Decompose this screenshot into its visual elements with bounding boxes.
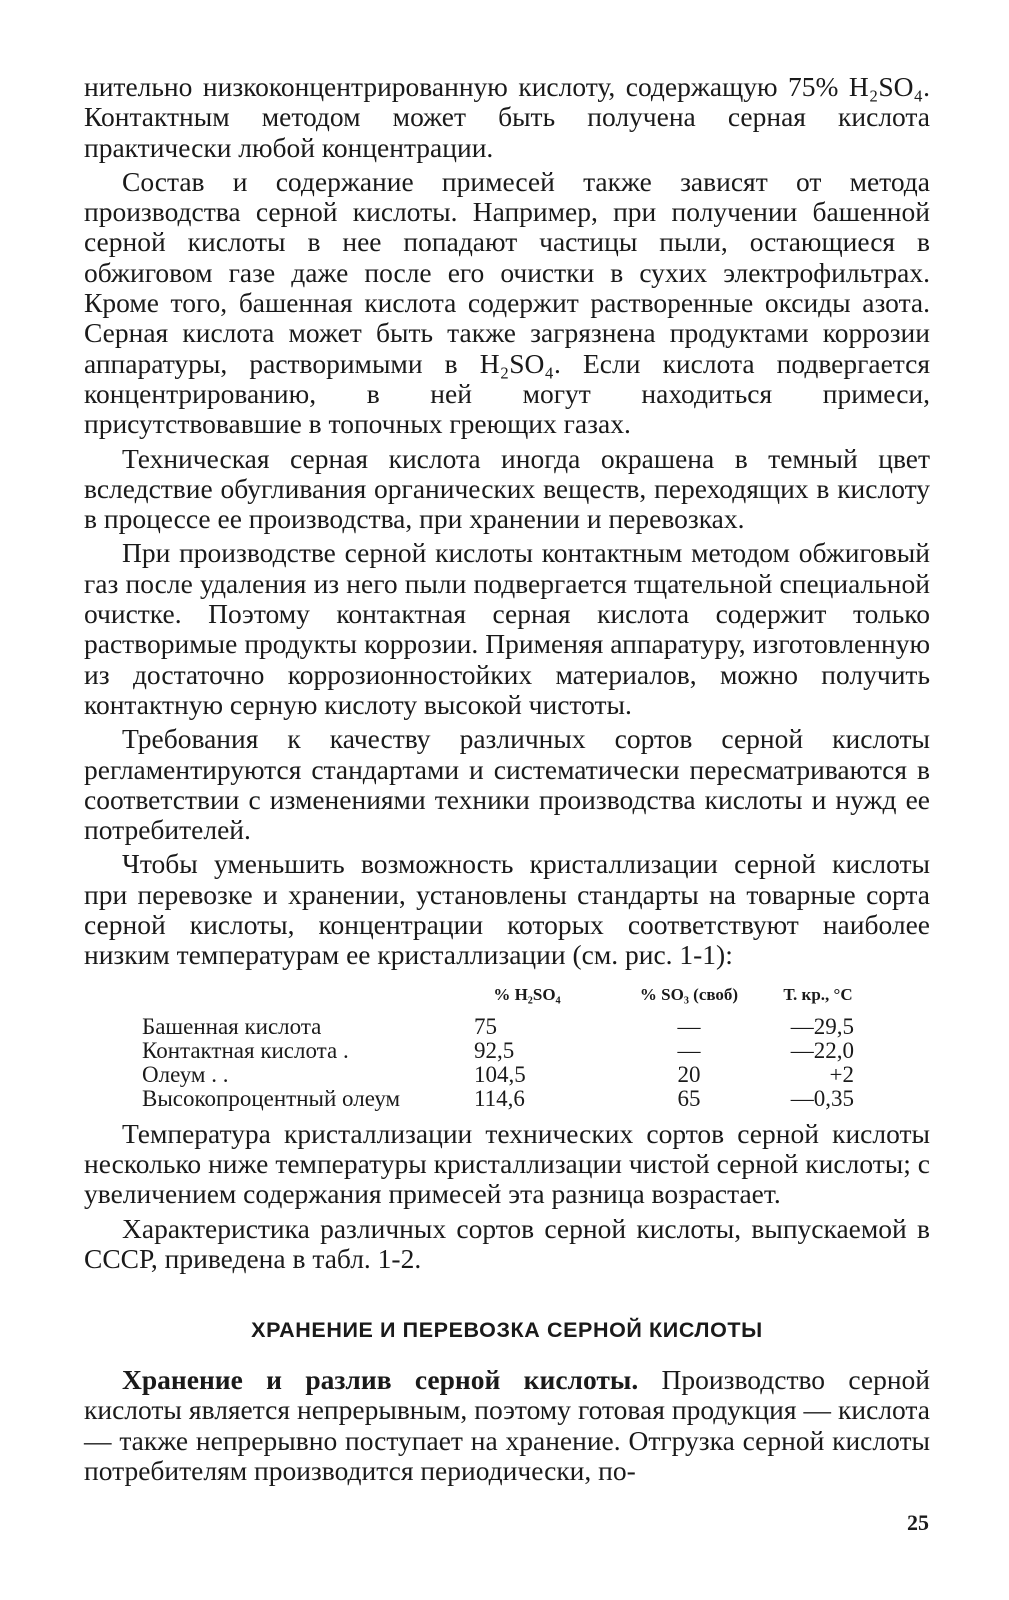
row-name: Олеум . . — [142, 1061, 229, 1087]
table-header-so3: % SO₃ (своб) — [639, 984, 739, 1004]
row-temp: —0,35 — [790, 1085, 854, 1111]
row-so3: 65 — [677, 1085, 701, 1111]
row-h2so4: 114,6 — [474, 1085, 525, 1111]
paragraph-standards: Требования к качеству различных сортов серной кислоты регламентируются стандартами и систематически пересматриваются в соответствии с изменениями техники производства кислоты и нужд ее потребителей. — [84, 723, 930, 846]
table-row — [142, 1039, 862, 1063]
paragraph-continuation: нительно низкоконцентрированную кислоту, содержащую 75% H₂SO₄. Контактным методом может быть получена серная кислота практически любой концентрации. — [84, 71, 930, 163]
row-temp: —29,5 — [790, 1013, 854, 1039]
row-temp: +2 — [829, 1061, 854, 1087]
table-row — [142, 1015, 862, 1039]
row-name: Высокопроцентный олеум — [142, 1085, 401, 1111]
paragraph-characteristics: Характеристика различных сортов серной кислоты, выпускаемой в СССР, приведена в табл. 1-2. — [84, 1212, 930, 1274]
paragraph-impurities: Состав и содержание примесей также зависят от метода производства серной кислоты. Например, при получении башенной серной кислоты в нее попадают частицы пыли, остающиеся в обжиговом газе даже после его очистки в сухих электрофильтрах. Кроме того, башенная кислота содержит растворенные оксиды азота. Серная кислота может быть также загрязнена продуктами коррозии аппаратуры, растворимыми в H₂SO₄. Если кислота подвергается концентрированию, в ней могут находиться примеси, присутствовавшие в топочных греющих газах. — [84, 165, 930, 440]
runin-heading: Хранение и разлив серной кислоты. — [122, 1364, 639, 1396]
paragraph-contact-method: При производстве серной кислоты контактным методом обжиговый газ после удаления из него пыли подвергается тщательной специальной очистке. Поэтому контактная серная кислота содержит только растворимые продукты коррозии. Применяя аппаратуру, изготовленную из достаточно коррозионностойких материалов, можно получить контактную серную кислоту высокой чистоты. — [84, 537, 930, 720]
row-so3: — — [677, 1037, 701, 1063]
paragraph-crystallization: Чтобы уменьшить возможность кристаллизации серной кислоты при перевозке и хранении, установлены стандарты на товарные сорта серной кислоты, концентрации которых соответствуют наиболее низким температурам ее кристаллизации (см. рис. 1-1): — [84, 848, 930, 971]
table-header-empty — [142, 983, 450, 1015]
table-header-temp: Т. кр., °С — [783, 984, 853, 1004]
row-h2so4: 92,5 — [474, 1037, 515, 1063]
table-header-h2so4: % H₂SO₄ — [493, 984, 561, 1004]
page-text — [84, 72, 930, 1486]
row-so3: — — [677, 1013, 701, 1039]
paragraph-storage — [84, 1365, 930, 1486]
row-name: Башенная кислота — [142, 1013, 322, 1039]
row-h2so4: 75 — [474, 1013, 497, 1039]
row-name: Контактная кислота . — [142, 1037, 349, 1063]
paragraph-crystallization-temperature: Температура кристаллизации технических сортов серной кислоты несколько ниже температуры кристаллизации чистой серной кислоты; с увеличением содержания примесей эта разница возрастает. — [84, 1117, 930, 1210]
row-temp: —22,0 — [790, 1037, 854, 1063]
row-h2so4: 104,5 — [474, 1061, 526, 1087]
page-number: 25 — [907, 1510, 929, 1535]
paragraph-color: Техническая серная кислота иногда окрашена в темный цвет вследствие обугливания органических веществ, переходящих в кислоту в процессе ее производства, при хранении и перевозках. — [84, 442, 930, 535]
table-header-row — [142, 983, 862, 1015]
table-row — [142, 1063, 862, 1087]
row-so3: 20 — [677, 1061, 701, 1087]
table-row — [142, 1087, 862, 1111]
paragraph-storage-text: Производство серной кислоты является непрерывным, поэтому готовая продукция — кислота — также непрерывно поступает на хранение. Отгрузка серной кислоты потребителям производится периодически, по- — [84, 1364, 931, 1486]
section-heading: ХРАНЕНИЕ И ПЕРЕВОЗКА СЕРНОЙ КИСЛОТЫ — [251, 1318, 763, 1343]
acid-grades-table — [142, 983, 862, 1111]
